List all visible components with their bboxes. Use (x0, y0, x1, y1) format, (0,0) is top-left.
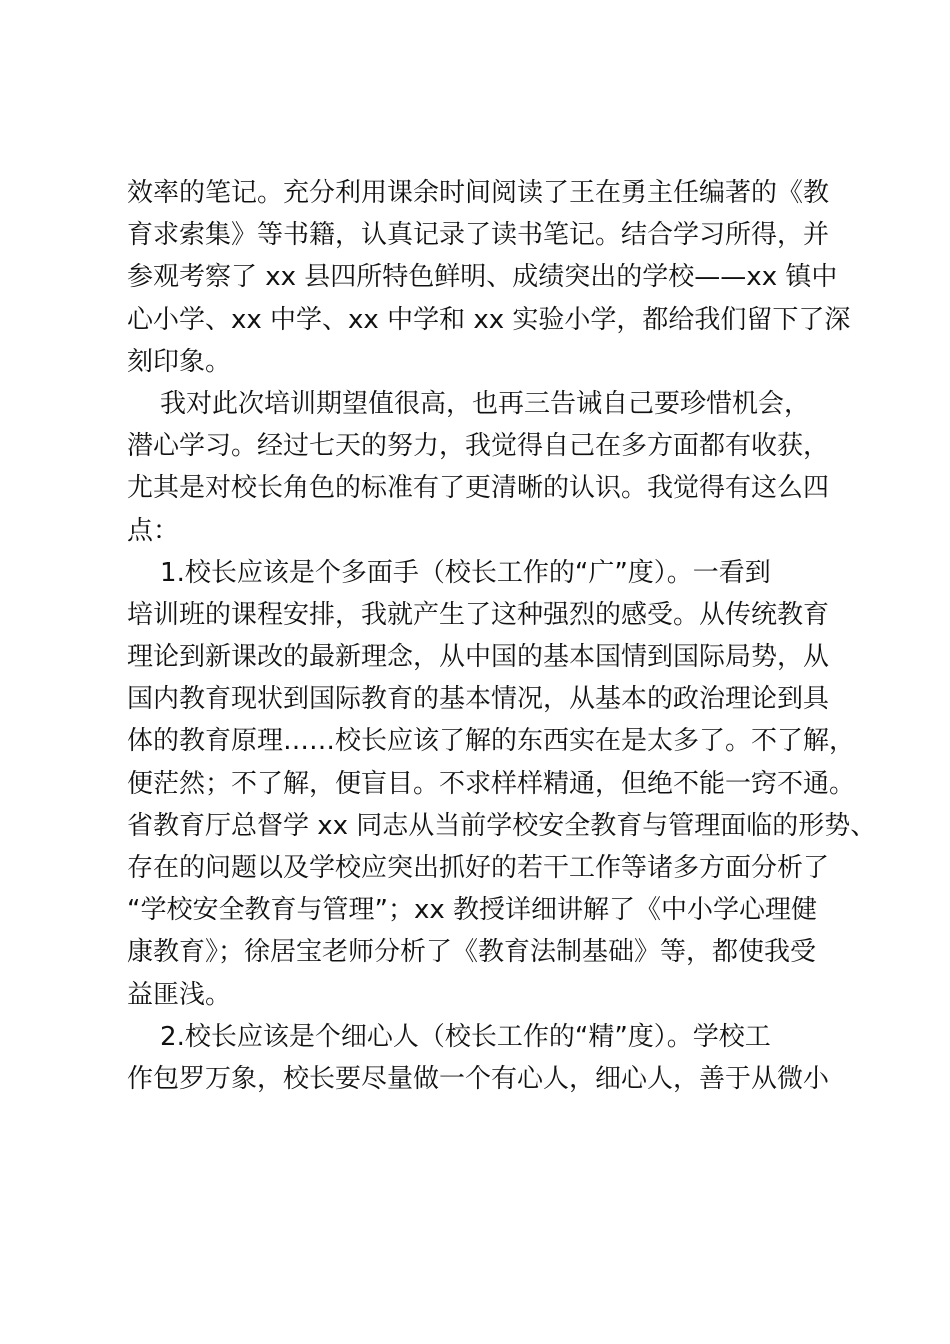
text-line: 存在的问题以及学校应突出抓好的若干工作等诸多方面分析了 (127, 853, 830, 883)
text-line: 理论到新课改的最新理念，从中国的基本国情到国际局势，从 (127, 642, 830, 673)
text-line: 培训班的课程安排，我就产生了这种强烈的感受。从传统教育 (127, 599, 830, 630)
text-line: 心小学、xx 中学、xx 中学和 xx 实验小学，都给我们留下了深 (127, 304, 851, 335)
text-line: 育求索集》等书籍，认真记录了读书笔记。结合学习所得，并 (127, 220, 830, 251)
text-line: “学校安全教育与管理”；xx 教授详细讲解了《中小学心理健 (127, 895, 817, 926)
text-line: 2.校长应该是个细心人（校长工作的“精”度）。学校工 (127, 1021, 771, 1052)
text-line: 益匪浅。 (127, 979, 232, 1010)
text-line: 体的教育原理……校长应该了解的东西实在是太多了。不了解， (127, 726, 856, 757)
text-line: 康教育》；徐居宝老师分析了《教育法制基础》等，都使我受 (127, 937, 817, 968)
text-line: 刻印象。 (127, 346, 232, 377)
text-line: 省教育厅总督学 xx 同志从当前学校安全教育与管理面临的形势、 (127, 810, 877, 841)
text-line: 尤其是对校长角色的标准有了更清晰的认识。我觉得有这么四 (127, 473, 830, 504)
text-line: 参观考察了 xx 县四所特色鲜明、成绩突出的学校——xx 镇中 (127, 262, 838, 293)
text-line: 潜心学习。经过七天的努力，我觉得自己在多方面都有收获， (127, 431, 830, 462)
text-line: 便茫然；不了解，便盲目。不求样样精通，但绝不能一窍不通。 (127, 768, 856, 799)
text-line: 我对此次培训期望值很高，也再三告诫自己要珍惜机会， (127, 388, 811, 419)
text-line: 1.校长应该是个多面手（校长工作的“广”度）。一看到 (127, 557, 771, 588)
text-line: 国内教育现状到国际教育的基本情况，从基本的政治理论到具 (127, 684, 830, 715)
text-line: 效率的笔记。充分利用课余时间阅读了王在勇主任编著的《教 (127, 178, 830, 208)
text-line: 作包罗万象，校长要尽量做一个有心人，细心人，善于从微小 (127, 1063, 830, 1094)
document-body-text (127, 172, 877, 1100)
text-line: 点： (127, 515, 180, 546)
